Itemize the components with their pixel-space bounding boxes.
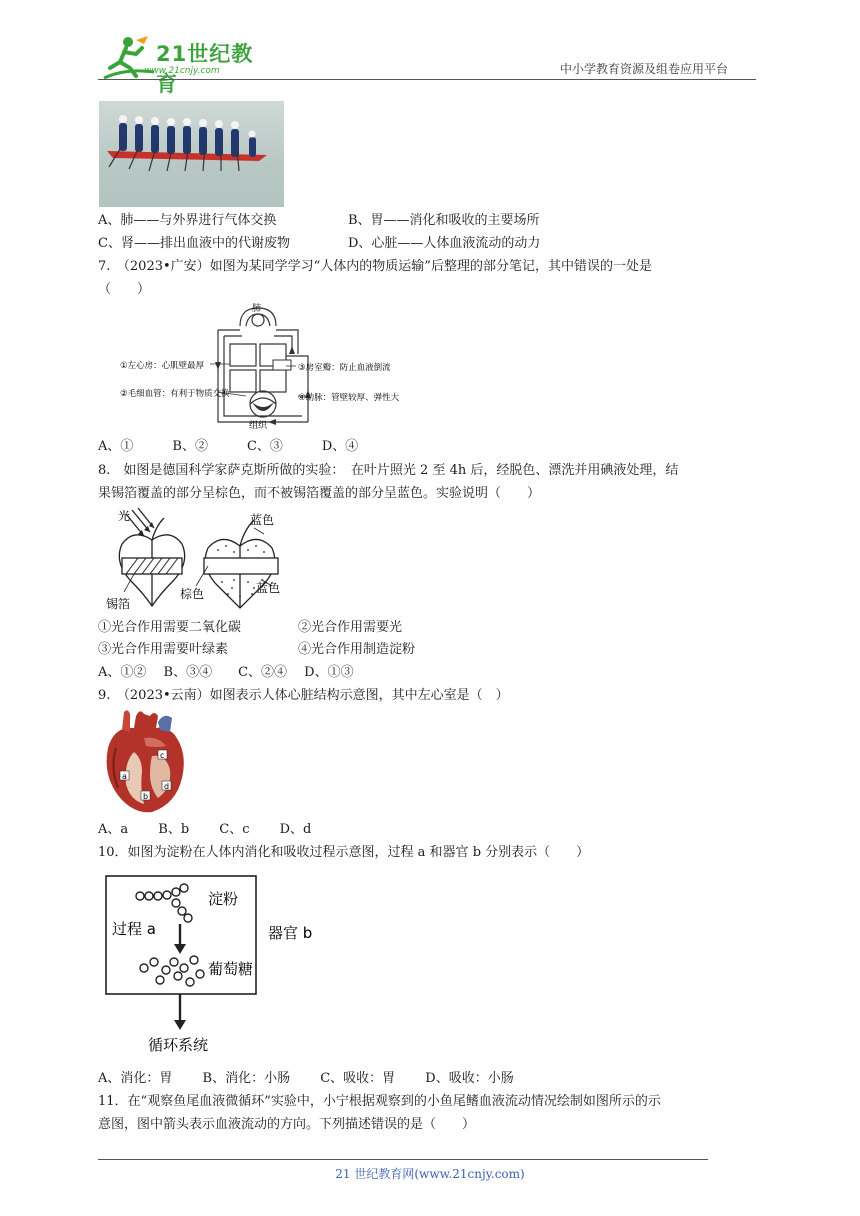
note-left-atrium: ①左心房：心肌壁最厚 (120, 361, 205, 371)
starch-label: 淀粉 (208, 890, 239, 908)
q8-statement-3: ③光合作用需要叶绿素 (98, 642, 229, 657)
q11-stem-line1: 11．在“观察鱼尾血液微循环”实验中，小宁根据观察到的小鱼尾鳍血液流动情况绘制如图所示的示 (98, 1094, 661, 1109)
q8-statement-1: ①光合作用需要二氧化碳 (98, 620, 242, 635)
heart-label-c: c (160, 751, 165, 760)
platform-title: 中小学教育资源及组卷应用平台 (560, 62, 729, 76)
q8-stem-line1: 8. 如图是德国科学家萨克斯所做的实验： 在叶片照光 2 至 4h 后，经脱色、漂洗并用碘液处理，结 (98, 463, 679, 478)
brown-label: 棕色 (180, 587, 205, 601)
light-label: 光 (118, 509, 131, 523)
rowing-photo (99, 101, 284, 207)
heart-label-a: a (122, 772, 127, 781)
organ-b-label: 器官 b (268, 924, 313, 942)
q8-statement-2: ②光合作用需要光 (298, 620, 403, 635)
q11-stem-line2: 意图，图中箭头表示血液流动的方向。下列描述错误的是（ ） (98, 1117, 476, 1132)
footer-divider (98, 1159, 708, 1160)
note-artery: ④动脉：管壁较厚、弹性大 (298, 393, 400, 403)
q8-stem-line2: 果锡箔覆盖的部分呈棕色，而不被锡箔覆盖的部分呈蓝色。实验说明（ ） (98, 486, 541, 501)
footer-text[interactable]: 21 世纪教育网(www.21cnjy.com) (335, 1167, 525, 1181)
blue-top-label: 蓝色 (250, 513, 275, 527)
foil-label: 锡箔 (106, 597, 131, 611)
q9-options: A、a B、b C、c D、d (98, 822, 312, 837)
q10-options: A、消化：胃 B、消化：小肠 C、吸收：胃 D、吸收：小肠 (98, 1071, 514, 1086)
q7-stem-line2: （ ） (98, 282, 151, 297)
lung-label: 肺 (252, 304, 262, 314)
process-a-label: 过程 a (112, 920, 156, 938)
circulation-diagram (118, 300, 408, 432)
q6-option-d: D、心脏——人体血液流动的动力 (348, 236, 541, 251)
q6-option-c: C、肾——排出血液中的代谢废物 (98, 236, 290, 251)
blue-bottom-label: 蓝色 (256, 581, 281, 595)
logo-text: 21世纪教育 (156, 42, 254, 96)
tissue-label: 组织 (249, 421, 268, 431)
starch-digestion-diagram (104, 870, 344, 1066)
q10-stem: 10．如图为淀粉在人体内消化和吸收过程示意图，过程 a 和器官 b 分别表示（ ） (98, 845, 590, 860)
q6-option-b: B、胃——消化和吸收的主要场所 (348, 213, 540, 228)
leaf-experiment-diagram (104, 506, 294, 614)
q7-stem-line1: 7. （2023•广安）如图为某同学学习“人体内的物质运输”后整理的部分笔记，其中错误的一处是 (98, 259, 652, 274)
heart-label-d: d (164, 782, 170, 791)
q8-options: A、①② B、③④ C、②④ D、①③ (98, 665, 354, 680)
circulation-label: 循环系统 (148, 1036, 209, 1054)
note-valve: ③房室瓣：防止血液倒流 (298, 363, 391, 373)
heart-diagram (100, 708, 188, 816)
header-divider (98, 79, 756, 80)
q7-options: A、① B、② C、③ D、④ (98, 439, 359, 454)
logo-url: www.21cnjy.com (144, 66, 220, 76)
note-capillary: ②毛细血管：有利于物质交换 (120, 389, 230, 399)
glucose-label: 葡萄糖 (208, 960, 254, 978)
q6-option-a: A、肺——与外界进行气体交换 (98, 213, 277, 228)
heart-label-b: b (143, 792, 149, 801)
q9-stem: 9. （2023•云南）如图表示人体心脏结构示意图，其中左心室是（ ） (98, 688, 509, 703)
q8-statement-4: ④光合作用制造淀粉 (298, 642, 416, 657)
logo (96, 34, 266, 96)
